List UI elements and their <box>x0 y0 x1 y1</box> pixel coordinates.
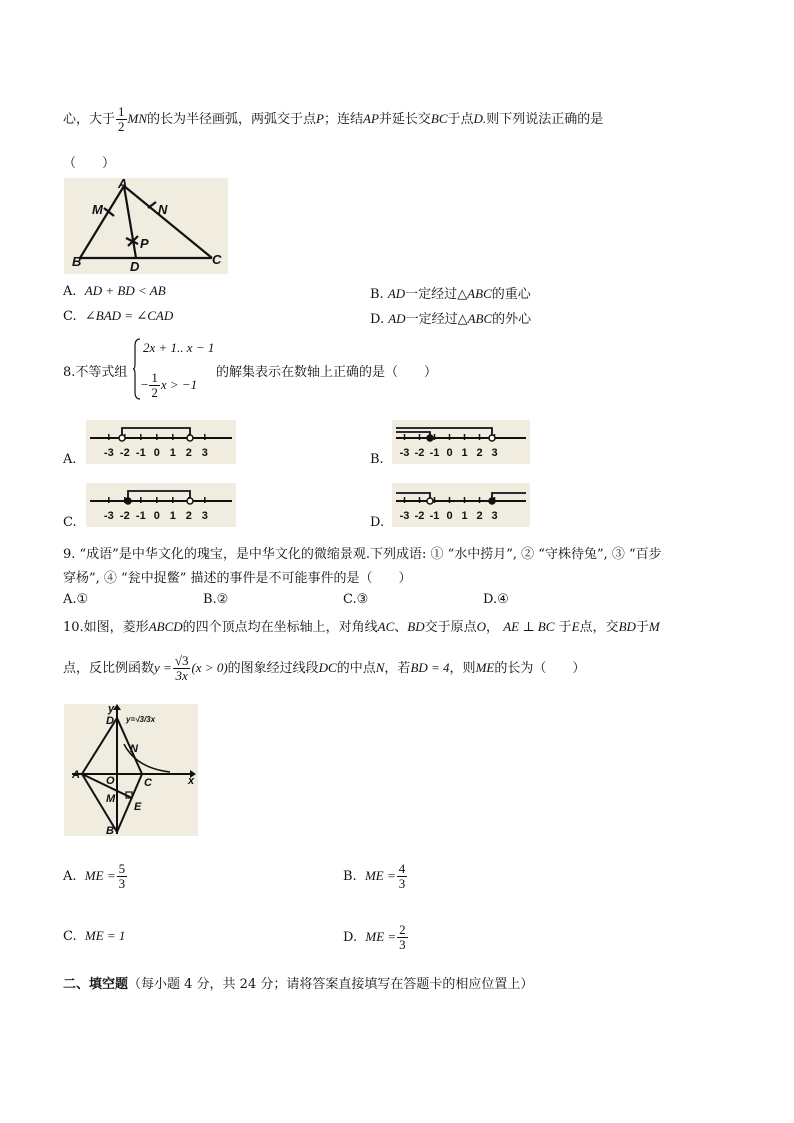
q8-b-open <box>489 435 495 441</box>
q10-option-c-label: C. <box>63 929 77 944</box>
q10-o: O <box>476 619 487 634</box>
q7-option-b-text: 一定经过 <box>405 287 458 302</box>
q8-a-open-left <box>119 435 125 441</box>
q7-option-d-tri: △ABC <box>457 311 493 326</box>
q10-option-b-fraction <box>397 862 408 891</box>
q10-label-e: E <box>134 801 142 813</box>
tick-label: 3 <box>201 510 208 522</box>
q10-text-2a: 点，反比例函数 <box>63 661 155 676</box>
q10-option-b[interactable] <box>343 856 408 896</box>
q10-option-d-den: 3 <box>399 937 406 952</box>
q7-half-fraction <box>116 105 127 134</box>
q8-d-tick-labels <box>400 510 498 522</box>
q10-option-a-num: 5 <box>118 861 126 876</box>
q10-bd: BD <box>407 619 425 634</box>
tick-label: -3 <box>103 510 114 522</box>
q7-point-d: D. <box>473 111 487 126</box>
q8-option-b-label[interactable]: B. <box>370 452 384 467</box>
tick-label: 1 <box>169 447 176 459</box>
q10-m: M <box>648 619 660 634</box>
tick-label: 0 <box>153 510 160 522</box>
tick-label: -2 <box>119 510 130 522</box>
section-2-title: 二、填空题 <box>63 977 129 992</box>
q7-stem-line <box>63 104 603 134</box>
q10-text-b: 的四个顶点均在坐标轴上，对角线 <box>182 620 378 635</box>
q10-option-d-fraction <box>397 923 408 952</box>
q7-answer-paren: （ ） <box>63 156 116 171</box>
q10-bd2: BD <box>618 619 636 634</box>
q8-c-closed <box>125 498 131 504</box>
q8-option-d-label[interactable]: D. <box>370 515 385 530</box>
q7-option-b[interactable] <box>370 283 531 302</box>
q8-b-closed <box>427 435 433 441</box>
q10-text-2e: ，则 <box>449 661 476 676</box>
q7-text-b: 的长为半径画弧，两弧交于点 <box>147 112 317 127</box>
tick-label: -1 <box>429 447 440 459</box>
q8-numberline-a[interactable] <box>86 420 236 464</box>
q8-numberline-b[interactable] <box>392 420 530 464</box>
q8-option-c-label[interactable]: C. <box>63 515 77 530</box>
q8-a-open-right <box>187 435 193 441</box>
q9-option-a[interactable]: A.① <box>63 592 89 607</box>
q8-prefix: 8.不等式组 <box>63 365 128 380</box>
q8-b-tick-labels <box>400 447 498 459</box>
q8-ineq2-rest: x > −1 <box>160 377 198 392</box>
q7-option-a[interactable] <box>63 283 166 299</box>
q8-inequality-1: 2x + 1.. x − 1 <box>143 340 215 355</box>
q10-abcd: ABCD <box>148 619 183 634</box>
q10-text-f: 于 <box>635 620 649 635</box>
q8-ineq2-num: 1 <box>151 370 158 385</box>
q7-label-c: C <box>212 252 222 267</box>
q7-ap: AP <box>363 111 379 126</box>
q9-option-b[interactable]: B.② <box>203 592 229 607</box>
q7-label-n: N <box>158 202 168 217</box>
tick-label: -1 <box>135 447 146 459</box>
q10-y-eq: y = <box>154 660 172 675</box>
q7-option-a-expr: AD + BD < AB <box>84 283 166 298</box>
q10-domain: (x > 0) <box>191 660 228 675</box>
q10-option-d-lhs: ME = <box>365 929 397 944</box>
q7-text-f: 则下列说法正确的是 <box>486 112 604 127</box>
q10-func-num: √3 <box>174 653 189 668</box>
q8-d-bracket-left <box>396 493 430 499</box>
tick-label: 2 <box>185 447 192 459</box>
q10-rhombus-svg <box>64 704 198 836</box>
tick-label: -1 <box>429 510 440 522</box>
section-2-note: （每小题 4 分，共 24 分；请将答案直接填写在答题卡的相应位置上） <box>128 977 534 992</box>
q10-text-2d: ，若 <box>384 661 411 676</box>
q8-b-bracket-inner <box>396 432 430 436</box>
q10-label-b: B <box>106 825 114 836</box>
q10-ae-perp-bc: AE ⊥ BC <box>503 619 555 634</box>
q10-option-a-fraction <box>117 862 128 891</box>
tick-label: 1 <box>461 447 468 459</box>
q10-rhombus-figure <box>64 704 198 836</box>
tick-label: 3 <box>201 447 208 459</box>
q10-option-a-lhs: ME = <box>84 868 116 883</box>
q7-option-b-ad: AD <box>387 286 406 301</box>
tick-label: -3 <box>399 447 410 459</box>
q10-stem-line-2 <box>63 650 585 686</box>
q7-triangle-figure <box>64 178 228 274</box>
q7-option-d[interactable] <box>370 308 531 327</box>
tick-label: 1 <box>169 510 176 522</box>
q9-stem-line-2: 穿杨”, ④ “瓮中捉鳖” 描述的事件是不可能事件的是（ ） <box>63 571 412 586</box>
q8-numberline-c-svg <box>86 483 236 527</box>
q7-segment-ad <box>124 186 136 258</box>
q10-comma: ， <box>486 620 500 635</box>
q8-d-open-left <box>427 498 433 504</box>
q10-label-o: O <box>106 775 115 787</box>
q10-option-c-lhs: ME = 1 <box>84 928 126 943</box>
q10-label-func: y=√3/3x <box>126 715 156 724</box>
q8-d-bracket-right <box>492 493 526 499</box>
tick-label: 1 <box>461 510 468 522</box>
tick-label: -2 <box>414 447 425 459</box>
q7-text-d: 并延长交 <box>378 112 431 127</box>
q8-numberline-d-svg <box>392 483 530 527</box>
tick-label: -3 <box>103 447 114 459</box>
tick-label: -1 <box>135 510 146 522</box>
q7-option-d-end: 的外心 <box>492 312 532 327</box>
q10-label-c: C <box>144 777 152 789</box>
q8-numberline-b-svg <box>392 420 530 464</box>
q7-option-c-label: C. <box>63 309 77 324</box>
q10-label-m: M <box>106 793 116 805</box>
tick-label: 0 <box>153 447 160 459</box>
q9-stem-line-1: 9. “成语”是中华文化的瑰宝，是中华文化的微缩景观.下列成语: ① “水中捞月”, ② “守株待兔”, ③ “百步 <box>63 547 662 562</box>
tick-label: 2 <box>476 447 483 459</box>
q10-label-x: x <box>188 775 195 787</box>
tick-label: -3 <box>399 510 410 522</box>
q10-stem-line-1 <box>63 616 660 635</box>
q10-option-d-num: 2 <box>399 922 406 937</box>
q8-c-bracket <box>128 491 190 499</box>
q7-text-a: 心，大于 <box>63 112 116 127</box>
q10-option-d[interactable] <box>343 917 409 957</box>
tick-label: 2 <box>476 510 483 522</box>
q10-option-b-num: 4 <box>398 861 406 876</box>
q10-text-d: 于 <box>558 620 572 635</box>
q8-ineq2-fraction <box>149 371 160 400</box>
q7-option-b-tri: △ABC <box>457 286 492 301</box>
q10-label-n: N <box>130 743 138 755</box>
q10-option-a-label: A. <box>63 869 77 884</box>
q8-a-tick-labels <box>104 447 208 459</box>
q7-label-d: D <box>130 259 140 274</box>
q8-numberline-d[interactable] <box>392 483 530 527</box>
q8-system-brace <box>133 338 141 400</box>
q10-text-c: 交于原点 <box>424 620 477 635</box>
q10-dc: DC <box>318 660 337 675</box>
q7-mn: MN <box>127 111 148 126</box>
q8-ineq2-minus: − <box>141 377 149 392</box>
q7-label-b: B <box>72 254 82 269</box>
q8-option-a-label[interactable]: A. <box>63 452 77 467</box>
q7-option-d-text: 一定经过 <box>405 312 458 327</box>
q10-bd-eq: BD = 4 <box>410 660 450 675</box>
q7-label-p: P <box>140 236 149 251</box>
q7-option-b-label: B. <box>370 287 384 302</box>
q10-text-2b: 的图象经过线段 <box>227 661 319 676</box>
q10-me: ME <box>475 660 495 675</box>
q10-func-den: 3x <box>175 668 188 683</box>
q8-d-closed-right <box>489 498 495 504</box>
q7-option-c-expr: ∠BAD = ∠CAD <box>84 308 174 323</box>
q7-side-ac <box>124 186 212 258</box>
q7-triangle-svg <box>64 178 228 274</box>
q7-bc: BC <box>430 111 448 126</box>
q7-point-p: P <box>316 111 324 126</box>
q7-option-d-ad: AD <box>388 311 406 326</box>
q8-numberline-c[interactable] <box>86 483 236 527</box>
q10-sep: 、 <box>394 620 408 635</box>
q10-ac: AC <box>377 619 395 634</box>
tick-label: 3 <box>491 510 498 522</box>
q8-a-bracket <box>122 428 190 436</box>
q10-option-a-den: 3 <box>118 876 126 891</box>
q10-text-2c: 的中点 <box>336 661 376 676</box>
q7-half-den: 2 <box>118 119 125 134</box>
q7-half-num: 1 <box>118 104 125 119</box>
q9-option-d[interactable]: D.④ <box>483 592 509 607</box>
q8-c-open <box>187 498 193 504</box>
q10-func-fraction <box>173 654 191 683</box>
q7-side-ab <box>80 186 124 258</box>
q10-text-2f: 的长为（ ） <box>494 661 586 676</box>
q10-y-arrow <box>113 704 121 710</box>
q7-option-b-end: 的重心 <box>491 287 531 302</box>
q7-text-e: 于点 <box>447 112 474 127</box>
q7-label-m: M <box>92 202 103 217</box>
q8-inequality-2 <box>141 371 197 400</box>
section-2-heading <box>63 973 533 992</box>
q10-option-a[interactable] <box>63 856 128 896</box>
q7-option-d-label: D. <box>370 312 385 327</box>
q7-arc-n <box>148 202 156 208</box>
tick-label: 3 <box>491 447 498 459</box>
tick-label: 2 <box>185 510 192 522</box>
q10-option-c[interactable] <box>63 928 125 944</box>
q8-numberline-a-svg <box>86 420 236 464</box>
q10-n: N <box>375 660 385 675</box>
q10-option-b-label: B. <box>343 869 357 884</box>
tick-label: -2 <box>119 447 130 459</box>
tick-label: 0 <box>446 510 453 522</box>
tick-label: 0 <box>446 447 453 459</box>
q8-suffix: 的解集表示在数轴上正确的是（ ） <box>216 365 438 380</box>
q10-option-b-den: 3 <box>398 876 406 891</box>
q10-option-d-label: D. <box>343 930 358 945</box>
q8-c-tick-labels <box>104 510 208 522</box>
q7-option-a-label: A. <box>63 284 77 299</box>
q10-text-a: 10.如图，菱形 <box>63 620 149 635</box>
tick-label: -2 <box>414 510 425 522</box>
q10-label-y: y <box>108 704 115 715</box>
q10-e: E <box>571 619 580 634</box>
q10-option-b-lhs: ME = <box>364 868 396 883</box>
q10-text-e: 点，交 <box>579 620 619 635</box>
q7-text-c: ；连结 <box>323 112 363 127</box>
q7-option-c[interactable] <box>63 308 173 324</box>
q7-label-a: A <box>118 178 128 191</box>
q10-label-a: A <box>72 769 80 781</box>
q8-ineq2-den: 2 <box>151 385 158 400</box>
q10-label-d: D <box>106 715 114 727</box>
q9-option-c[interactable]: C.③ <box>343 592 369 607</box>
